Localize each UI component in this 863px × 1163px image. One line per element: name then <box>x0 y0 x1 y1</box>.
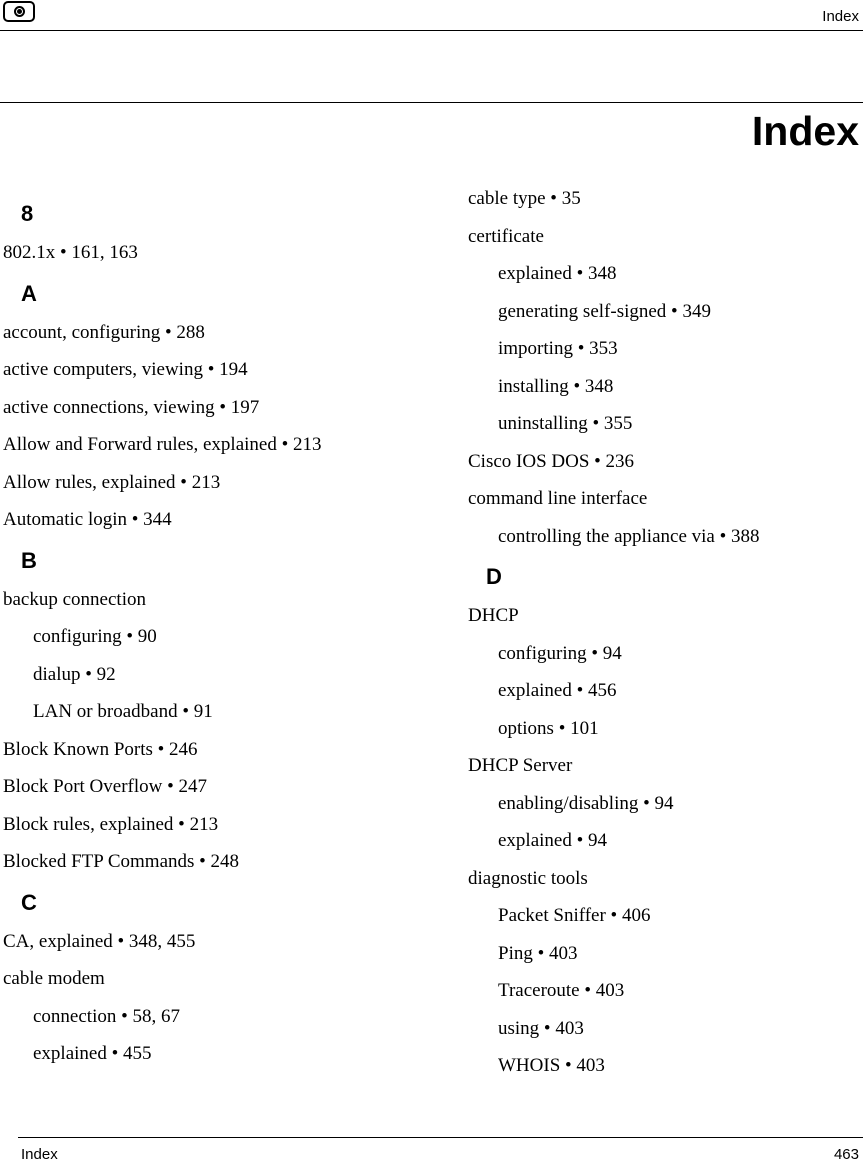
index-column-left <box>3 196 443 1077</box>
index-subentry: explained • 456 <box>498 680 617 701</box>
logo-dot <box>17 9 22 14</box>
index-entry: command line interface <box>468 488 648 509</box>
index-entry: Automatic login • 344 <box>3 509 172 530</box>
index-subentry: connection • 58, 67 <box>33 1005 181 1027</box>
index-entry: Block rules, explained • 213 <box>3 813 219 835</box>
index-subentry: uninstalling • 355 <box>498 413 633 434</box>
index-subentry: importing • 353 <box>498 338 618 359</box>
index-letter-heading: B <box>21 547 37 573</box>
index-subentry: explained • 348 <box>498 263 617 284</box>
title-divider <box>0 102 863 103</box>
index-letter-heading: C <box>21 889 37 915</box>
index-entry: certificate <box>468 225 544 247</box>
index-entry: active computers, viewing • 194 <box>3 359 248 380</box>
index-entry: account, configuring • 288 <box>3 321 205 343</box>
index-subentry: using • 403 <box>498 1017 584 1039</box>
index-letter-heading: A <box>21 280 37 306</box>
index-subentry: Ping • 403 <box>498 942 578 964</box>
index-subentry: LAN or broadband • 91 <box>33 701 213 722</box>
index-entry: 802.1x • 161, 163 <box>3 242 138 263</box>
index-entry: cable type • 35 <box>468 188 581 209</box>
index-entry: DHCP Server <box>468 755 573 776</box>
index-subentry: generating self-signed • 349 <box>498 300 711 322</box>
index-letter-heading: D <box>486 564 502 589</box>
index-entry: diagnostic tools <box>468 867 588 889</box>
header-divider <box>0 30 863 31</box>
index-subentry: dialup • 92 <box>33 663 116 685</box>
index-entry: backup connection <box>3 588 146 610</box>
index-column-right <box>468 184 858 1089</box>
index-subentry: explained • 94 <box>498 830 608 851</box>
index-entry: Cisco IOS DOS • 236 <box>468 450 635 472</box>
index-subentry: enabling/disabling • 94 <box>498 792 674 814</box>
index-entry: Block Known Ports • 246 <box>3 738 198 760</box>
index-entry: Blocked FTP Commands • 248 <box>3 851 240 872</box>
index-subentry: options • 101 <box>498 717 599 739</box>
page-title: Index <box>751 108 859 154</box>
index-subentry: installing • 348 <box>498 375 614 397</box>
index-entry: active connections, viewing • 197 <box>3 396 260 418</box>
index-subentry: configuring • 90 <box>33 626 157 647</box>
footer-section-title: Index <box>21 1146 58 1163</box>
index-subentry: WHOIS • 403 <box>498 1055 605 1076</box>
index-subentry: Traceroute • 403 <box>498 980 625 1001</box>
index-entry: CA, explained • 348, 455 <box>3 930 196 952</box>
index-entry: Block Port Overflow • 247 <box>3 776 208 797</box>
index-letter-heading: 8 <box>21 201 34 226</box>
index-subentry: controlling the appliance via • 388 <box>498 525 760 547</box>
index-subentry: configuring • 94 <box>498 642 622 664</box>
index-subentry: Packet Sniffer • 406 <box>498 905 651 926</box>
header-section-title: Index <box>822 8 859 25</box>
index-entry: cable modem <box>3 968 105 989</box>
page-number: 463 <box>833 1146 859 1163</box>
index-entry: Allow rules, explained • 213 <box>3 471 221 493</box>
index-entry: Allow and Forward rules, explained • 213 <box>3 434 322 455</box>
footer-divider <box>18 1137 863 1138</box>
index-entry: DHCP <box>468 605 519 626</box>
index-subentry: explained • 455 <box>33 1043 152 1064</box>
logo-icon <box>3 1 35 22</box>
